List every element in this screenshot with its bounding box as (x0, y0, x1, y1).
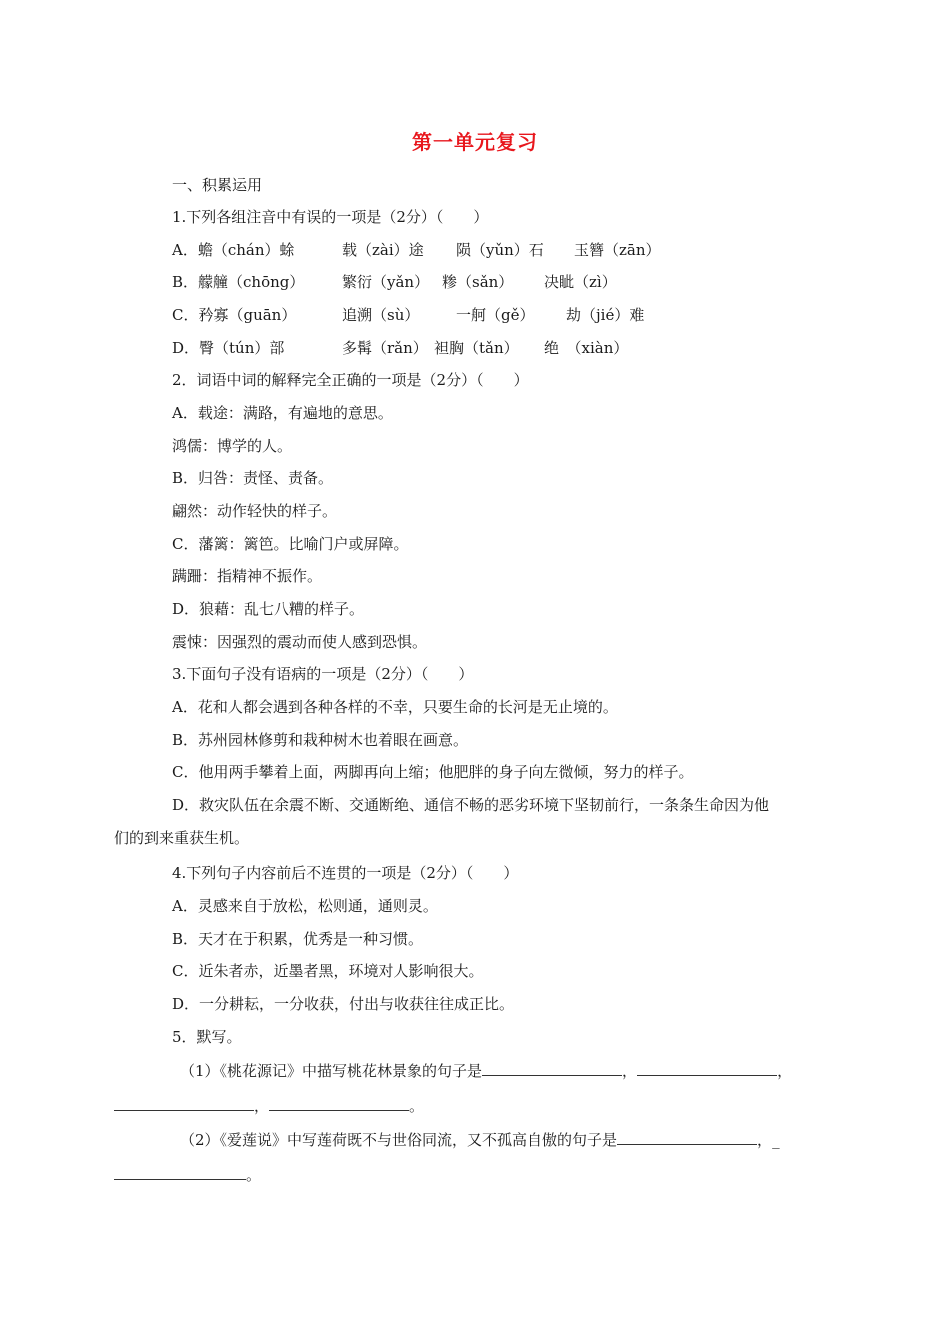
q1-a-2: 载（zài）途 (342, 241, 424, 259)
q1-option-c (172, 304, 732, 326)
answer-blank[interactable] (114, 1095, 254, 1111)
section-heading: 一、积累运用 (172, 176, 263, 194)
q3-option-d-cont: 们的到来重获生机。 (114, 829, 250, 847)
q2-line: D．狼藉：乱七八糟的样子。 (172, 600, 365, 618)
q1-b-4: 决眦（zì） (544, 273, 617, 291)
q4-option-a: A．灵感来自于放松，松则通，通则灵。 (172, 897, 438, 915)
q5-part-1 (180, 1060, 792, 1082)
question-4-stem: 4.下列句子内容前后不连贯的一项是（2分）（ ） (172, 864, 519, 882)
q2-line: C．藩篱：篱笆。比喻门户或屏障。 (172, 535, 409, 553)
q1-c-3: 一舸（gě） (456, 306, 535, 324)
q1-d-1: D．臀（tún）部 (172, 339, 285, 357)
q1-c-4: 劫（jié）难 (566, 306, 645, 324)
q3-option-c: C．他用两手攀着上面，两脚再向上缩；他肥胖的身子向左微倾，努力的样子。 (172, 763, 694, 781)
q2-line: 翩然：动作轻快的样子。 (172, 502, 338, 520)
answer-blank[interactable] (114, 1164, 246, 1180)
q1-d-3: 袒胸（tǎn） (434, 339, 519, 357)
answer-blank[interactable] (482, 1060, 622, 1076)
q2-line: B．归咎：责怪、责备。 (172, 469, 334, 487)
blank-tail: _ (772, 1131, 780, 1149)
q1-c-1: C．矜寡（guān） (172, 306, 297, 324)
q1-b-3: 糁（sǎn） (442, 273, 514, 291)
q1-d-2: 多髯（rǎn） (342, 339, 428, 357)
q5-part-2-cont (114, 1164, 261, 1186)
q2-line: 震悚：因强烈的震动而使人感到恐惧。 (172, 633, 428, 651)
q1-option-b (172, 271, 732, 293)
q1-option-d (172, 337, 732, 359)
q1-b-2: 繁衍（yǎn） (342, 273, 430, 291)
question-3-stem: 3.下面句子没有语病的一项是（2分）（ ） (172, 665, 474, 683)
comma: ， (254, 1097, 270, 1115)
q1-option-a (172, 239, 732, 261)
q1-c-2: 追溯（sù） (342, 306, 420, 324)
question-1-stem: 1.下列各组注音中有误的一项是（2分）（ ） (172, 208, 489, 226)
page-title: 第一单元复习 (412, 130, 538, 154)
question-2-stem: 2．词语中词的解释完全正确的一项是（2分）（ ） (172, 371, 529, 389)
q3-option-a: A．花和人都会遇到各种各样的不幸，只要生命的长河是无止境的。 (172, 698, 618, 716)
q2-line: 蹒跚：指精神不振作。 (172, 567, 323, 585)
q4-option-b: B．天才在于积累，优秀是一种习惯。 (172, 930, 424, 948)
q5-part-1-cont (114, 1095, 424, 1117)
q3-option-d: D．救灾队伍在余震不断、交通断绝、通信不畅的恶劣环境下坚韧前行，一条条生命因为他 (172, 796, 770, 814)
q1-b-1: B．艨艟（chōng） (172, 273, 305, 291)
comma: ， (777, 1062, 793, 1080)
q1-a-3: 陨（yǔn）石 (456, 241, 544, 259)
q4-option-d: D．一分耕耘，一分收获，付出与收获往往成正比。 (172, 995, 515, 1013)
period: 。 (246, 1166, 262, 1184)
answer-blank[interactable] (269, 1095, 409, 1111)
answer-blank[interactable] (617, 1129, 757, 1145)
q1-d-4: 绝 （xiàn） (544, 339, 629, 357)
q1-a-4: 玉簪（zān） (574, 241, 661, 259)
q5-part-2-prompt: （2）《爱莲说》中写莲荷既不与世俗同流，又不孤高自傲的句子是 (180, 1131, 618, 1149)
q4-option-c: C．近朱者赤，近墨者黑，环境对人影响很大。 (172, 962, 484, 980)
question-5-stem: 5．默写。 (172, 1028, 242, 1046)
q5-part-1-prompt: （1）《桃花源记》中描写桃花林景象的句子是 (180, 1062, 483, 1080)
q5-part-2 (180, 1129, 780, 1151)
answer-blank[interactable] (637, 1060, 777, 1076)
q1-a-1: A．蟾（chán）蜍 (172, 241, 295, 259)
period: 。 (409, 1097, 425, 1115)
q2-line: 鸿儒：博学的人。 (172, 437, 293, 455)
comma: ， (757, 1131, 773, 1149)
q2-line: A．载途：满路，有遍地的意思。 (172, 404, 393, 422)
q3-option-b: B．苏州园林修剪和栽种树木也着眼在画意。 (172, 731, 469, 749)
comma: ， (622, 1062, 638, 1080)
